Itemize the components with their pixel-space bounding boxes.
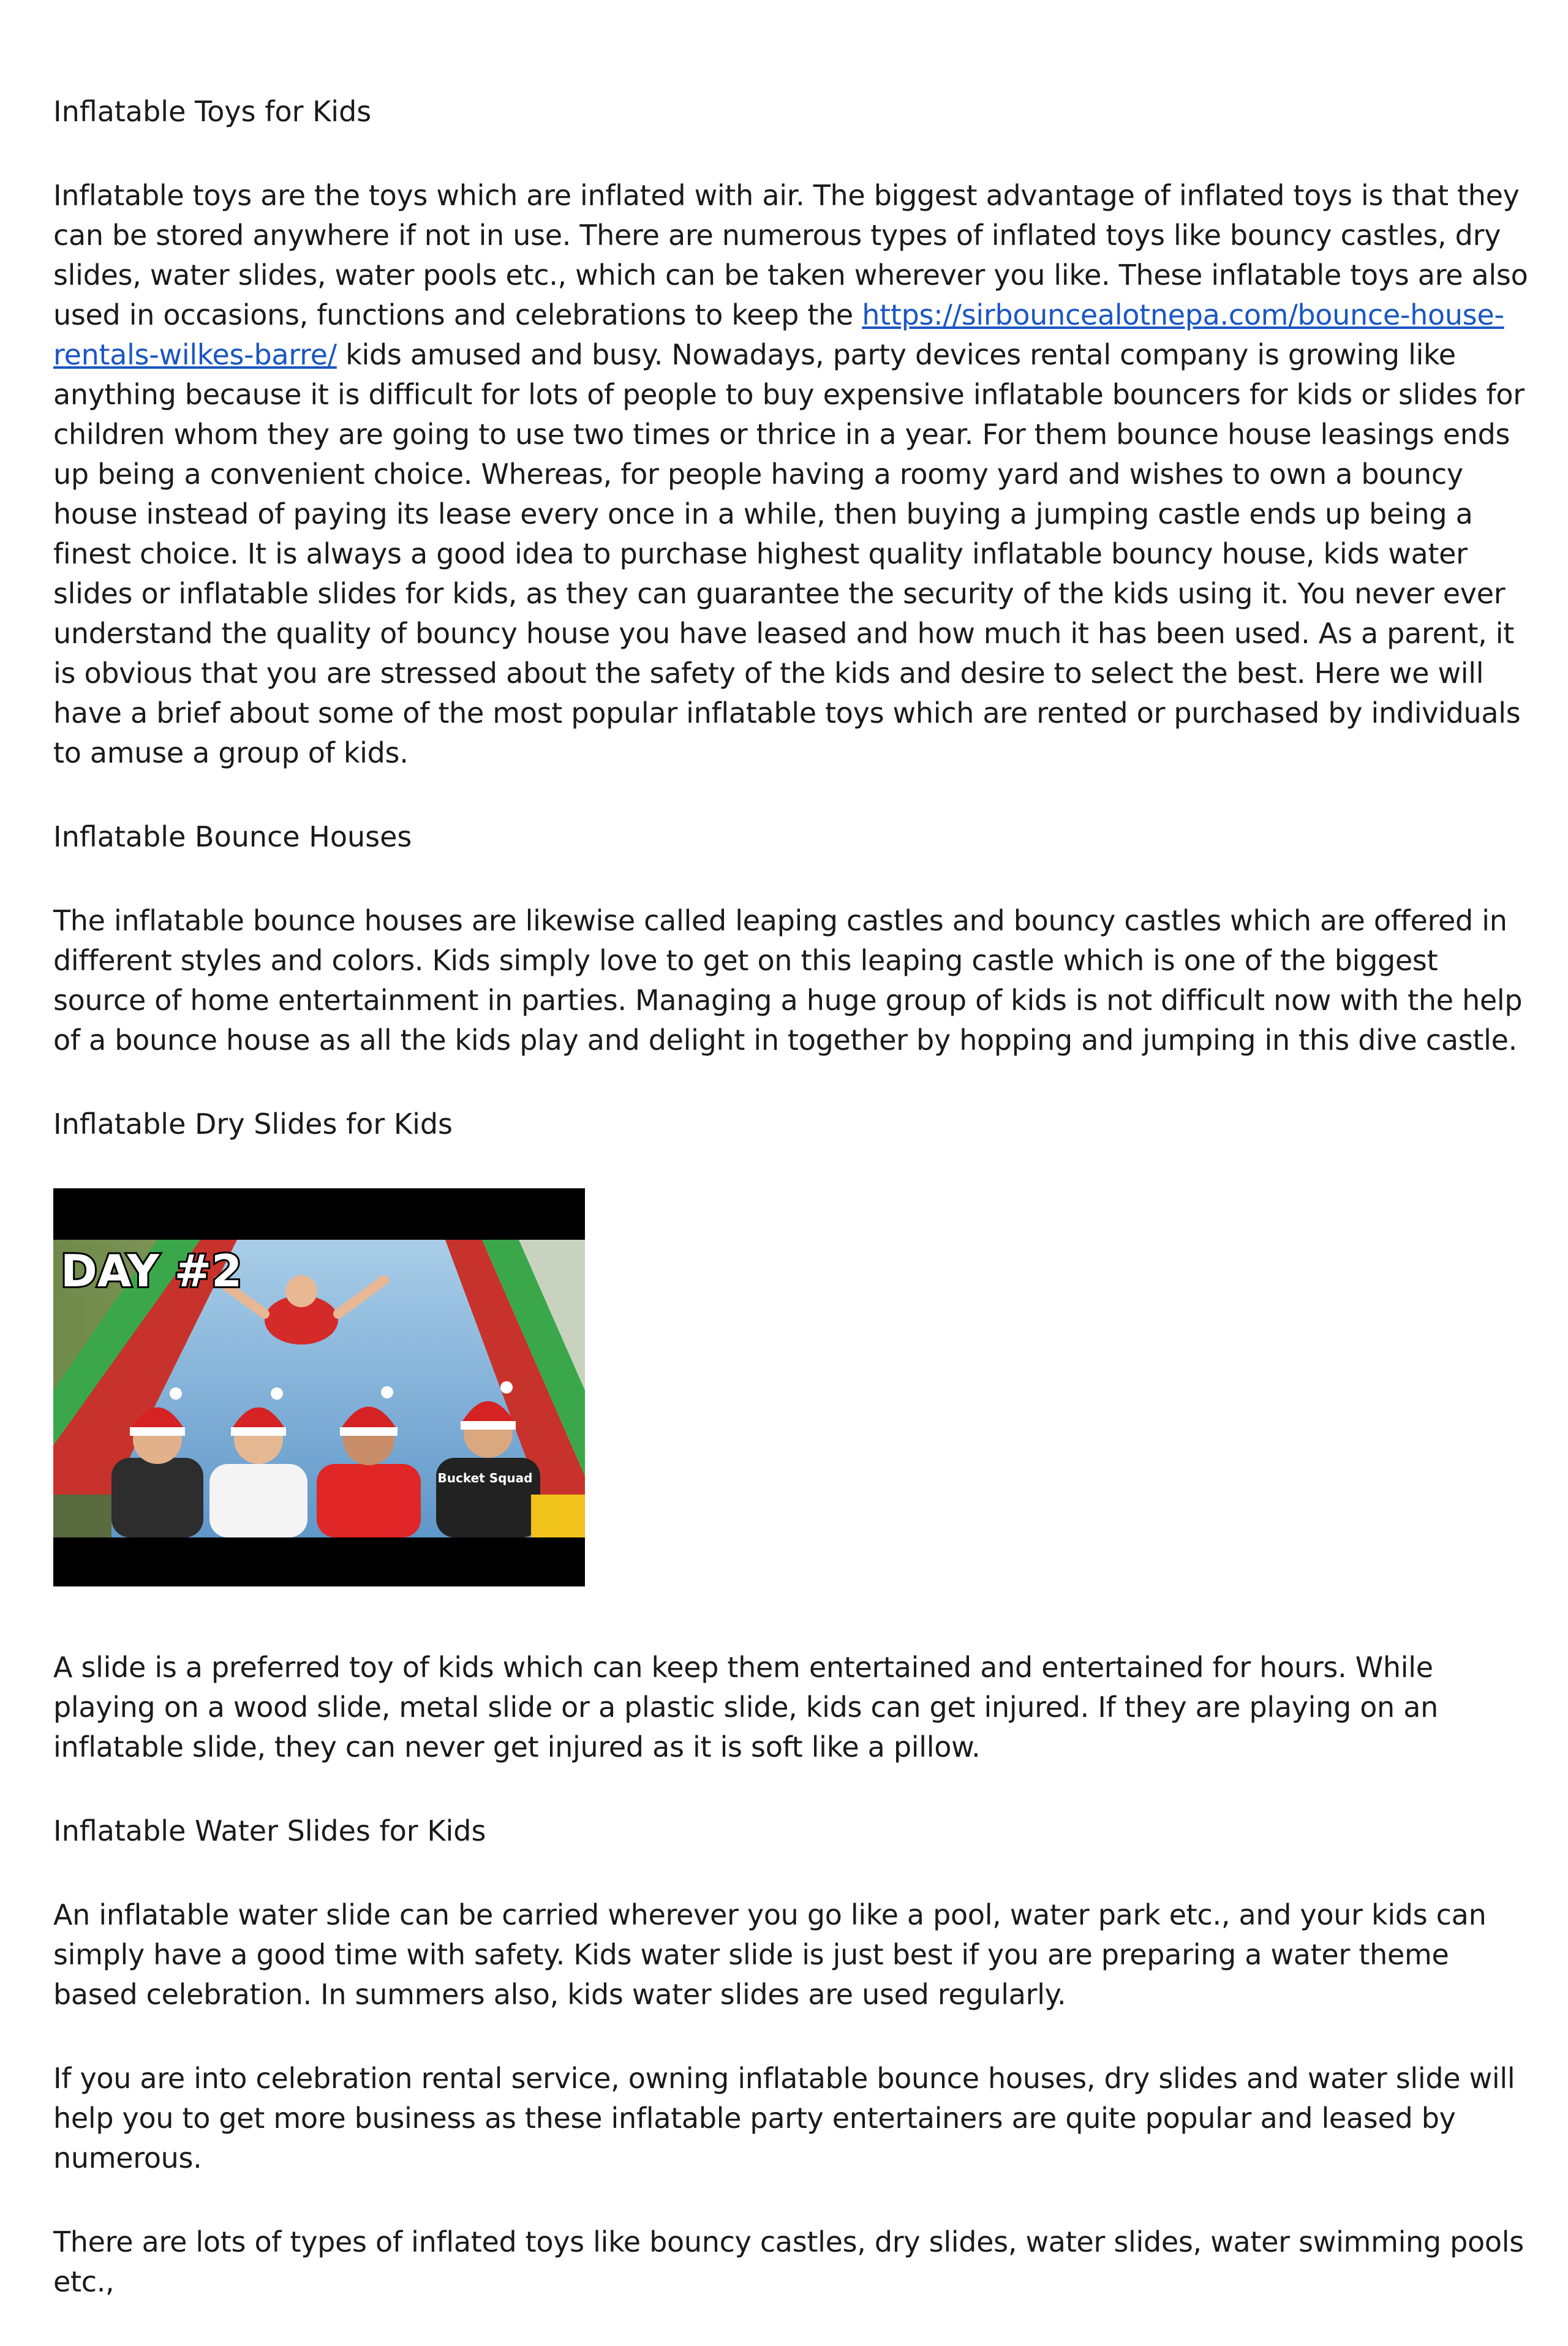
inflatable-slide-photo [53, 1188, 585, 1586]
bounce-houses-heading: Inflatable Bounce Houses [53, 820, 412, 853]
document-body [53, 92, 1536, 2346]
page-title: Inflatable Toys for Kids [53, 95, 372, 128]
bounce-houses-paragraph: The inflatable bounce houses are likewise called leaping castles and bouncy castles which are offered in different styles and colors. Kids simply love to get on this leaping castle which is one of the biggest source of home entertainment in parties. Managing a huge group of kids is not difficult now with the help of a bounce house as all the kids play and delight in together by hopping and jumping in this dive castle. [53, 904, 1523, 1057]
dry-slides-heading: Inflatable Dry Slides for Kids [53, 1107, 453, 1141]
slide-photo-illustration [53, 1188, 585, 1586]
water-slides-paragraph: An inflatable water slide can be carried wherever you go like a pool, water park etc., and your kids can simply have a good time with safety. Kids water slide is just best if you are preparing a water theme based celebration. In summers also, kids water slides are used regularly. [53, 1898, 1487, 2011]
intro-text-after-link: kids amused and busy. Nowadays, party devices rental company is growing like anything because it is difficult for lots of people to buy expensive inflatable bouncers for kids or slides for children whom they are going to use two times or thrice in a year. For them bounce house leasings ends up being a convenient choice. Whereas, for people having a roomy yard and wishes to own a bouncy house instead of paying its lease every once in a while, then buying a jumping castle ends up being a finest choice. It is always a good idea to purchase highest quality inflatable bouncy house, kids water slides or inflatable slides for kids, as they can guarantee the security of the kids using it. You never ever understand the quality of bouncy house you have leased and how much it has been used. As a parent, it is obvious that you are stressed about the safety of the kids and desire to select the best. Here we will have a brief about some of the most popular inflatable toys which are rented or purchased by individuals to amuse a group of kids. [53, 338, 1525, 769]
water-slides-heading: Inflatable Water Slides for Kids [53, 1814, 486, 1847]
dry-slides-paragraph: A slide is a preferred toy of kids which can keep them entertained and entertained for hours. While playing on a wood slide, metal slide or a plastic slide, kids can get injured. If they are playing on an inflatable slide, they can never get injured as it is soft like a pillow. [53, 1651, 1438, 1763]
intro-text-before-link: Inflatable toys are the toys which are inflated with air. The biggest advantage of inflated toys is that they can be stored anywhere if not in use. There are numerous types of inflated toys like bouncy castles, dry slides, water slides, water pools etc., which can be taken wherever you like. These inflatable toys are also used in occasions, functions and celebrations to keep the [53, 179, 1528, 331]
person-top-head [285, 1275, 317, 1307]
rental-service-paragraph: If you are into celebration rental service, owning inflatable bounce houses, dry slides and water slide will help you to get more business as these inflatable party entertainers are quite popular and leased by numerous. [53, 2062, 1515, 2174]
closing-paragraph: There are lots of types of inflated toys like bouncy castles, dry slides, water slides, water swimming pools etc., [53, 2225, 1524, 2298]
bounce-house-rentals-link[interactable]: https://sirbouncealotnepa.com/bounce-house-rentals-wilkes-barre/ [53, 298, 1504, 371]
camo-pants [53, 1495, 111, 1537]
shirt-text: Bucket Squad [437, 1471, 533, 1485]
day-badge: DAY #2 [61, 1245, 243, 1297]
intro-paragraph [53, 176, 1536, 773]
